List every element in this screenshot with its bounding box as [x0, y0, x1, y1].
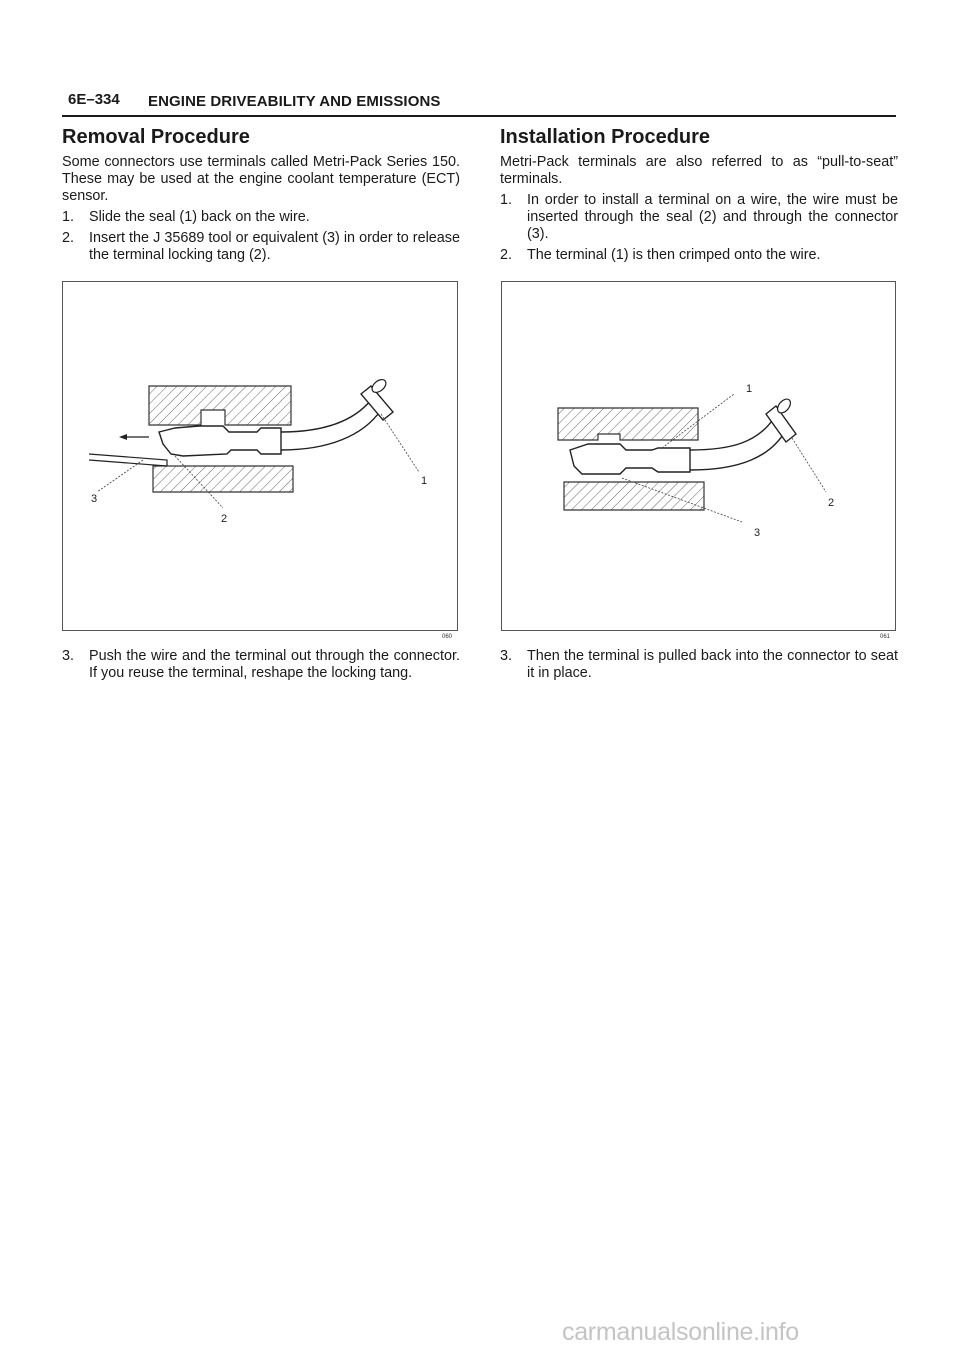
removal-procedure-section — [62, 124, 460, 268]
installation-procedure-section — [500, 124, 898, 268]
header-rule — [62, 115, 896, 117]
removal-figure — [62, 281, 458, 631]
step-number: 3. — [500, 648, 513, 664]
step-text: Slide the seal (1) back on the wire. — [89, 209, 310, 225]
step-text: Then the terminal is pulled back into the connector to seat it in place. — [527, 648, 898, 681]
removal-step — [62, 230, 460, 264]
removal-step — [62, 648, 460, 682]
step-number: 2. — [500, 247, 513, 263]
watermark: carmanualsonline.info — [562, 1318, 799, 1346]
figure-code: 061 — [880, 634, 891, 640]
step-text: The terminal (1) is then crimped onto the wire. — [527, 247, 821, 263]
callout-label: 1 — [746, 383, 753, 395]
removal-continued — [62, 648, 460, 686]
installation-step — [500, 648, 898, 682]
step-number: 2. — [62, 230, 75, 246]
figure-code: 060 — [442, 634, 453, 640]
callout-label: 2 — [221, 513, 228, 525]
callout-label: 3 — [91, 493, 98, 505]
step-number: 1. — [62, 209, 75, 225]
installation-step — [500, 192, 898, 243]
callout-label: 1 — [421, 475, 428, 487]
step-text: In order to install a terminal on a wire, the wire must be inserted through the seal (2) and through the connector (3). — [527, 192, 898, 242]
terminal-installation-illustration — [502, 282, 897, 632]
installation-figure — [501, 281, 896, 631]
step-text: Insert the J 35689 tool or equivalent (3) in order to release the terminal locking tang (2). — [89, 230, 460, 263]
installation-step — [500, 247, 898, 264]
terminal-removal-illustration — [63, 282, 459, 632]
installation-continued — [500, 648, 898, 686]
installation-procedure-heading: Installation Procedure — [500, 126, 711, 148]
step-number: 1. — [500, 192, 513, 208]
step-number: 3. — [62, 648, 75, 664]
callout-label: 2 — [828, 497, 835, 509]
step-text: Push the wire and the terminal out through the connector. If you reuse the terminal, reshape the locking tang. — [89, 648, 460, 681]
section-title: ENGINE DRIVEABILITY AND EMISSIONS — [148, 93, 441, 110]
page-number: 6E–334 — [68, 91, 120, 108]
callout-label: 3 — [754, 527, 761, 539]
removal-intro: Some connectors use terminals called Metri-Pack Series 150. These may be used at the engine coolant temperature (ECT) sensor. — [62, 154, 460, 204]
removal-step — [62, 209, 460, 226]
removal-procedure-heading: Removal Procedure — [62, 126, 250, 148]
installation-intro: Metri-Pack terminals are also referred to as “pull-to-seat” terminals. — [500, 154, 898, 187]
